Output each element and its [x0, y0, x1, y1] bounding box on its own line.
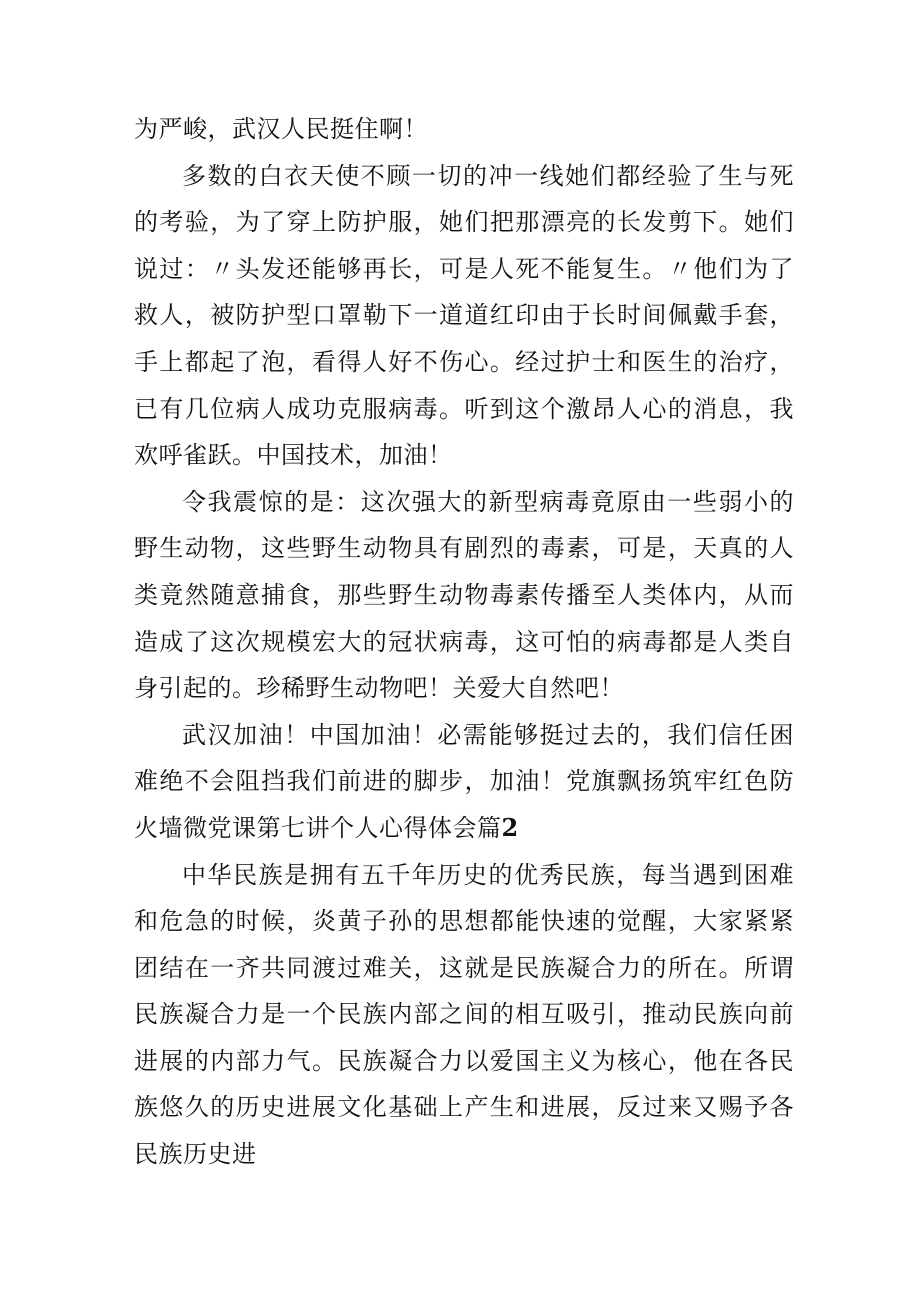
- section-number: 2: [501, 812, 519, 842]
- document-body: [134, 106, 794, 1178]
- paragraph-national-cohesion: 中华民族是拥有五千年历史的优秀民族，每当遇到困难和危急的时候，炎黄子孙的思想都能快速的觉醒，大家紧紧团结在一齐共同渡过难关，这就是民族凝合力的所在。所谓民族凝合力是一个民族内部之间的相互吸引，推动民族向前进展的内部力气。民族凝合力以爱国主义为核心，他在各民族悠久的历史进展文化基础上产生和进展，反过来又赐予各民族历史进: [134, 860, 794, 1169]
- paragraph-medical-workers: 多数的白衣天使不顾一切的冲一线她们都经验了生与死的考验，为了穿上防护服，她们把那漂亮的长发剪下。她们说过：〃头发还能够再长，可是人死不能复生。〃他们为了救人，被防护型口罩勒下一道道红印由于长时间佩戴手套，手上都起了泡，看得人好不伤心。经过护士和医生的治疗，已有几位病人成功克服病毒。听到这个激昂人心的消息，我欢呼雀跃。中国技术，加油！: [134, 161, 794, 470]
- paragraph-continuation: 为严峻，武汉人民挺住啊！: [134, 115, 428, 143]
- paragraph-wuhan-jiayou-text: 武汉加油！中国加油！必需能够挺过去的，我们信任困难绝不会阻挡我们前进的脚步，加油！党旗飘扬筑牢红色防火墙微党课第七讲个人心得体会篇: [134, 720, 794, 842]
- paragraph-wild-animals: 令我震惊的是：这次强大的新型病毒竟原由一些弱小的野生动物，这些野生动物具有剧烈的毒素，可是，天真的人类竟然随意捕食，那些野生动物毒素传播至人类体内，从而造成了这次规模宏大的冠状病毒，这可怕的病毒都是人类自身引起的。珍稀野生动物吧！关爱大自然吧！: [134, 487, 794, 703]
- paragraph-wuhan-jiayou: [134, 712, 794, 852]
